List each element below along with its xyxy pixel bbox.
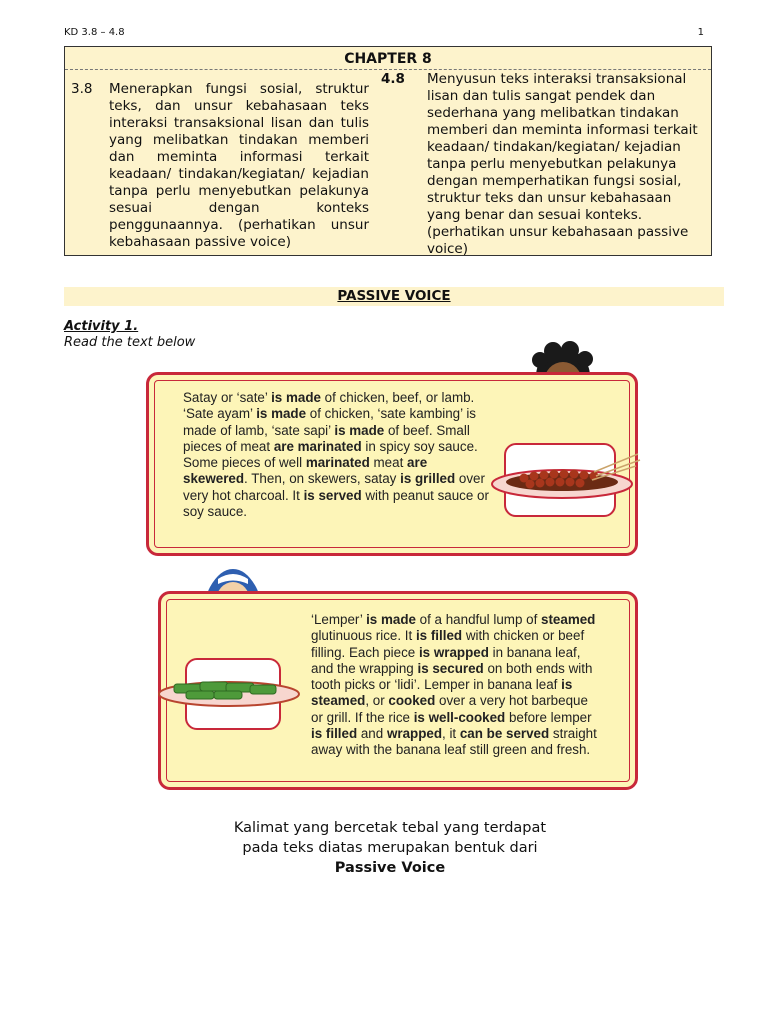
kd-left-text: Menerapkan fungsi sosial, struktur teks, dan unsur kebahasaan teks interaksi transaksional lisan dan tulis yang melibatkan tindakan memberi dan meminta informasi terkait keadaan/ tindakan/kegiatan/ kejadian tanpa perlu menyebutkan pelakunya sesuai dengan konteks penggunaannya. (perhatikan unsur kebahasaan passive voice) (109, 81, 369, 250)
passive-verb-phrase: is served (303, 487, 362, 503)
activity-title: Activity 1. (64, 319, 139, 334)
kd-divider (65, 69, 711, 70)
passive-verb-phrase: is made (256, 406, 307, 422)
satay-text (183, 390, 493, 520)
passive-verb-phrase: steamed (541, 612, 596, 627)
passive-verb-phrase: is well-cooked (413, 709, 506, 725)
lemper-plate-icon (154, 672, 304, 712)
closing-passive-voice: Passive Voice (334, 860, 446, 876)
text-segment: meat (369, 455, 408, 471)
passive-verb-phrase: is made (271, 390, 321, 405)
passive-verb-phrase: is wrapped (418, 644, 489, 660)
passive-verb-phrase: is grilled (400, 471, 456, 487)
passive-verb-phrase: are skewered (183, 455, 428, 487)
kd-table (64, 46, 712, 256)
text-segment: with peanut sauce or soy sauce. (183, 487, 489, 520)
passive-verb-phrase: wrapped (386, 726, 442, 742)
text-segment: with chicken or beef filling. Each piece (311, 628, 585, 660)
text-segment: . Then, on skewers, satay (244, 471, 401, 487)
text-segment: in spicy soy sauce. Some pieces of well (183, 438, 478, 471)
header-kd-label: KD 3.8 – 4.8 (64, 27, 125, 38)
kd-right-number: 4.8 (381, 71, 405, 87)
kd-right-text: Menyusun teks interaksi transaksional lisan dan tulis sangat pendek dan sederhana yang melibatkan tindakan memberi dan meminta informasi terkait keadaan/ tindakan/kegiatan/ kejadian tanpa perlu menyebutkan pelakunya dengan memperhatikan fungsi sosial, struktur teks dan unsur kebahasaan yang benar dan sesuai konteks. (perhatikan unsur kebahasaan passive voice) (427, 71, 698, 257)
section-title-bar (64, 287, 724, 306)
text-segment: straight away with the banana leaf still green and fresh. (311, 726, 597, 758)
kd-table-vline (711, 71, 712, 91)
text-segment: ‘Lemper’ (311, 612, 367, 627)
text-segment: over a very hot barbeque or grill. If the rice (311, 693, 588, 725)
page-number: 1 (697, 27, 704, 38)
passive-verb-phrase: is filled (415, 628, 463, 644)
text-segment: and (357, 726, 387, 742)
text-segment: of beef. Small pieces of meat (183, 422, 470, 454)
text-segment: before lemper (505, 709, 592, 725)
lemper-text (311, 612, 601, 759)
text-segment: on both ends with tooth picks or ‘lidi’. Lemper in banana leaf (311, 660, 593, 693)
kd-left-number: 3.8 (71, 81, 93, 97)
activity-instruction: Read the text below (64, 335, 196, 350)
text-segment: over very hot charcoal. It (183, 471, 485, 503)
passive-verb-phrase: marinated (305, 455, 370, 471)
closing-line-1: Kalimat yang bercetak tebal yang terdapat (233, 820, 547, 836)
text-segment: Satay or ‘sate’ (183, 390, 272, 405)
satay-plate-icon (488, 448, 642, 502)
text-segment: in banana leaf, and the wrapping (311, 644, 581, 676)
passive-verb-phrase: is steamed (311, 677, 573, 709)
passive-verb-phrase: are marinated (273, 438, 362, 454)
passive-verb-phrase: can be served (459, 726, 550, 742)
text-segment: glutinuous rice. It (311, 628, 416, 644)
section-title: PASSIVE VOICE (337, 288, 451, 304)
chapter-title: CHAPTER 8 (344, 51, 432, 67)
passive-verb-phrase: is filled (311, 726, 358, 742)
text-segment: of a handful lump of (415, 612, 542, 627)
closing-statement (170, 818, 610, 878)
text-segment: of chicken, beef, or lamb. ‘Sate ayam’ (183, 390, 475, 422)
text-segment: , or (365, 693, 389, 709)
passive-verb-phrase: is secured (417, 660, 484, 676)
closing-line-2: pada teks diatas merupakan bentuk dari (242, 840, 538, 856)
passive-verb-phrase: is made (334, 422, 385, 438)
text-segment: , it (442, 726, 460, 742)
text-segment: of chicken, ‘sate kambing’ is made of lamb, ‘sate sapi’ (183, 406, 477, 438)
passive-verb-phrase: is made (366, 612, 416, 627)
passive-verb-phrase: cooked (388, 693, 436, 709)
